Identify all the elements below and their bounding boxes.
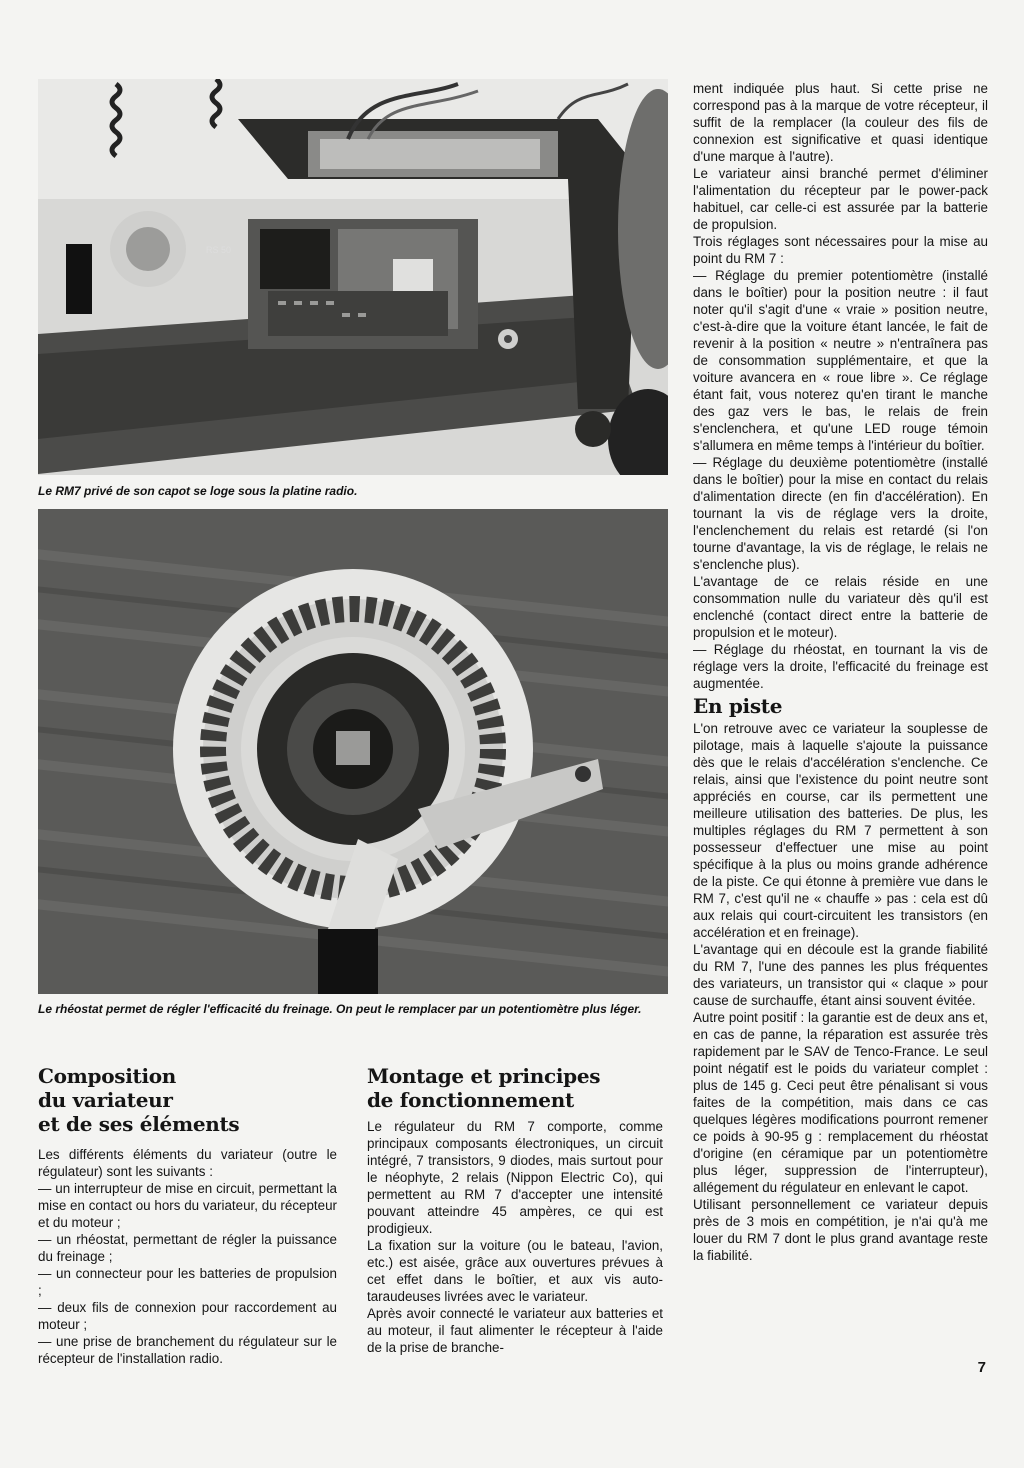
paragraph: Trois réglages sont nécessaires pour la mise au point du RM 7 : [693, 234, 988, 266]
heading-line: Montage et principes [367, 1064, 601, 1088]
photo-rm7-chassis [38, 79, 668, 475]
paragraph: Autre point positif : la garantie est de deux ans et, en cas de panne, la réparation est assurée très rapidement par le SAV de Tenco-France. Le seul point négatif est le poids du variateur complet : plus de 145 g. Ceci peut être pénalisant si vous faites de la compétition, mais dans ce cas quelques légères modifications pourront remener ce poids à 90-95 g : remplacement du rhéostat d'origine (en céramique par un potentiomètre plus léger, suppression de l'interrupteur), allégement du régulateur en enlevant le capot. [693, 1010, 988, 1195]
heading-line: du variateur [38, 1088, 173, 1112]
photo-rheostat-image [38, 509, 668, 994]
paragraph: — Réglage du rhéostat, en tournant la vis de réglage vers la droite, l'efficacité du freinage est augmentée. [693, 642, 988, 691]
paragraph: L'avantage qui en découle est la grande fiabilité du RM 7, l'une des pannes les plus fréquentes des variateurs, un transistor qui « claque » pour cause de surchauffe, étant ainsi souvent évitée. [693, 942, 988, 1008]
paragraph: — une prise de branchement du régulateur sur le récepteur de l'installation radio. [38, 1334, 337, 1366]
paragraph: — deux fils de connexion pour raccordement au moteur ; [38, 1300, 337, 1332]
caption-middle: Le rhéostat permet de régler l'efficacité du freinage. On peut le remplacer par un potentiomètre plus léger. [38, 1002, 642, 1016]
paragraph: ment indiquée plus haut. Si cette prise ne correspond pas à la marque de votre récepteur, il suffit de la remplacer (la couleur des fils de connexion est significative et quasi identique d'une marque à l'autre). [693, 81, 988, 164]
component-label: RS 50 [206, 245, 232, 255]
heading-line: de fonctionnement [367, 1088, 574, 1112]
paragraph: Après avoir connecté le variateur aux batteries et au moteur, il faut alimenter le récepteur à l'aide de la prise de branche- [367, 1306, 663, 1355]
heading-line: Composition [38, 1064, 177, 1088]
photo-rheostat [38, 509, 668, 994]
heading-line: et de ses éléments [38, 1112, 240, 1136]
section-heading-montage [367, 1064, 663, 1112]
section-heading-composition [38, 1064, 337, 1136]
right-column [693, 80, 988, 1264]
paragraph: — un connecteur pour les batteries de propulsion ; [38, 1266, 337, 1298]
photo-rm7-chassis-image [38, 79, 668, 475]
section-heading-en-piste: En piste [693, 694, 783, 718]
paragraph: L'on retrouve avec ce variateur la souplesse de pilotage, mais à laquelle s'ajoute la puissance dès que le relais d'accélération s'enclenche. Ce relais, ainsi que l'existence du point neutre sont appréciés en course, car ils permettent une meilleure utilisation des batteries. De plus, les multiples réglages du RM 7 permettent à son possesseur d'effectuer une mise au point spécifique à la plus ou moins grande adhérence de la piste. Ce qui étonne à première vue dans le RM 7, c'est qu'il ne « chauffe » pas : cela est dû aux relais qui court-circuitent les transistors (en accélération et en freinage). [693, 721, 988, 940]
paragraph: — un rhéostat, permettant de régler la puissance du freinage ; [38, 1232, 337, 1264]
paragraph: — Réglage du premier potentiomètre (installé dans le boîtier) pour la position neutre : il faut noter qu'il s'agit d'une « vraie » position neutre, c'est-à-dire que la voiture étant lancée, le fait de revenir à la position « neutre » n'entraînera pas de consommation supplémentaire, et que la voiture avancera en « roue libre ». Ce réglage étant fait, vous noterez qu'en tirant le manche des gaz vers le bas, le relais de frein s'enclenchera, et qu'une LED rouge témoin s'allumera en même temps à l'intérieur du boîtier. [693, 268, 988, 453]
paragraph: La fixation sur la voiture (ou le bateau, l'avion, etc.) est aisée, grâce aux ouvertures prévues à cet effet dans le boîtier, et aux vis auto-taraudeuses livrées avec le variateur. [367, 1238, 663, 1304]
paragraph: Le variateur ainsi branché permet d'éliminer l'alimentation du récepteur par le power-pack habituel, car celle-ci est assurée par la batterie de propulsion. [693, 166, 988, 232]
caption-top: Le RM7 privé de son capot se loge sous la platine radio. [38, 484, 358, 498]
paragraph: Le régulateur du RM 7 comporte, comme principaux composants électroniques, un circuit intégré, 7 transistors, 9 diodes, mais surtout pour le néophyte, 2 relais (Nippon Electric Co), qui permettent au RM 7 d'accepter une intensité pouvant atteindre 45 ampères, ce qui est prodigieux. [367, 1119, 663, 1236]
page-number: 7 [977, 1359, 986, 1376]
paragraph: — Réglage du deuxième potentiomètre (installé dans le boîtier) pour la mise en contact du relais d'alimentation directe (en fin d'accélération). En tournant la vis de réglage vers la droite, l'enclenchement du relais est retardé (si l'on tourne d'avantage, la vis de réglage, le relais ne s'enclenche plus). [693, 455, 988, 572]
paragraph: — un interrupteur de mise en circuit, permettant la mise en contact ou hors du variateur, du récepteur et du moteur ; [38, 1181, 337, 1230]
paragraph: Les différents éléments du variateur (outre le régulateur) sont les suivants : [38, 1147, 337, 1179]
left-column [38, 1064, 337, 1367]
middle-column [367, 1064, 663, 1356]
paragraph: L'avantage de ce relais réside en une consommation nulle du variateur dès qu'il est enclenché (contact direct entre la batterie de propulsion et le moteur). [693, 574, 988, 640]
paragraph: Utilisant personnellement ce variateur depuis près de 3 mois en compétition, je n'ai qu'à me louer du RM 7 dont le plus grand avantage reste la fiabilité. [693, 1197, 988, 1263]
